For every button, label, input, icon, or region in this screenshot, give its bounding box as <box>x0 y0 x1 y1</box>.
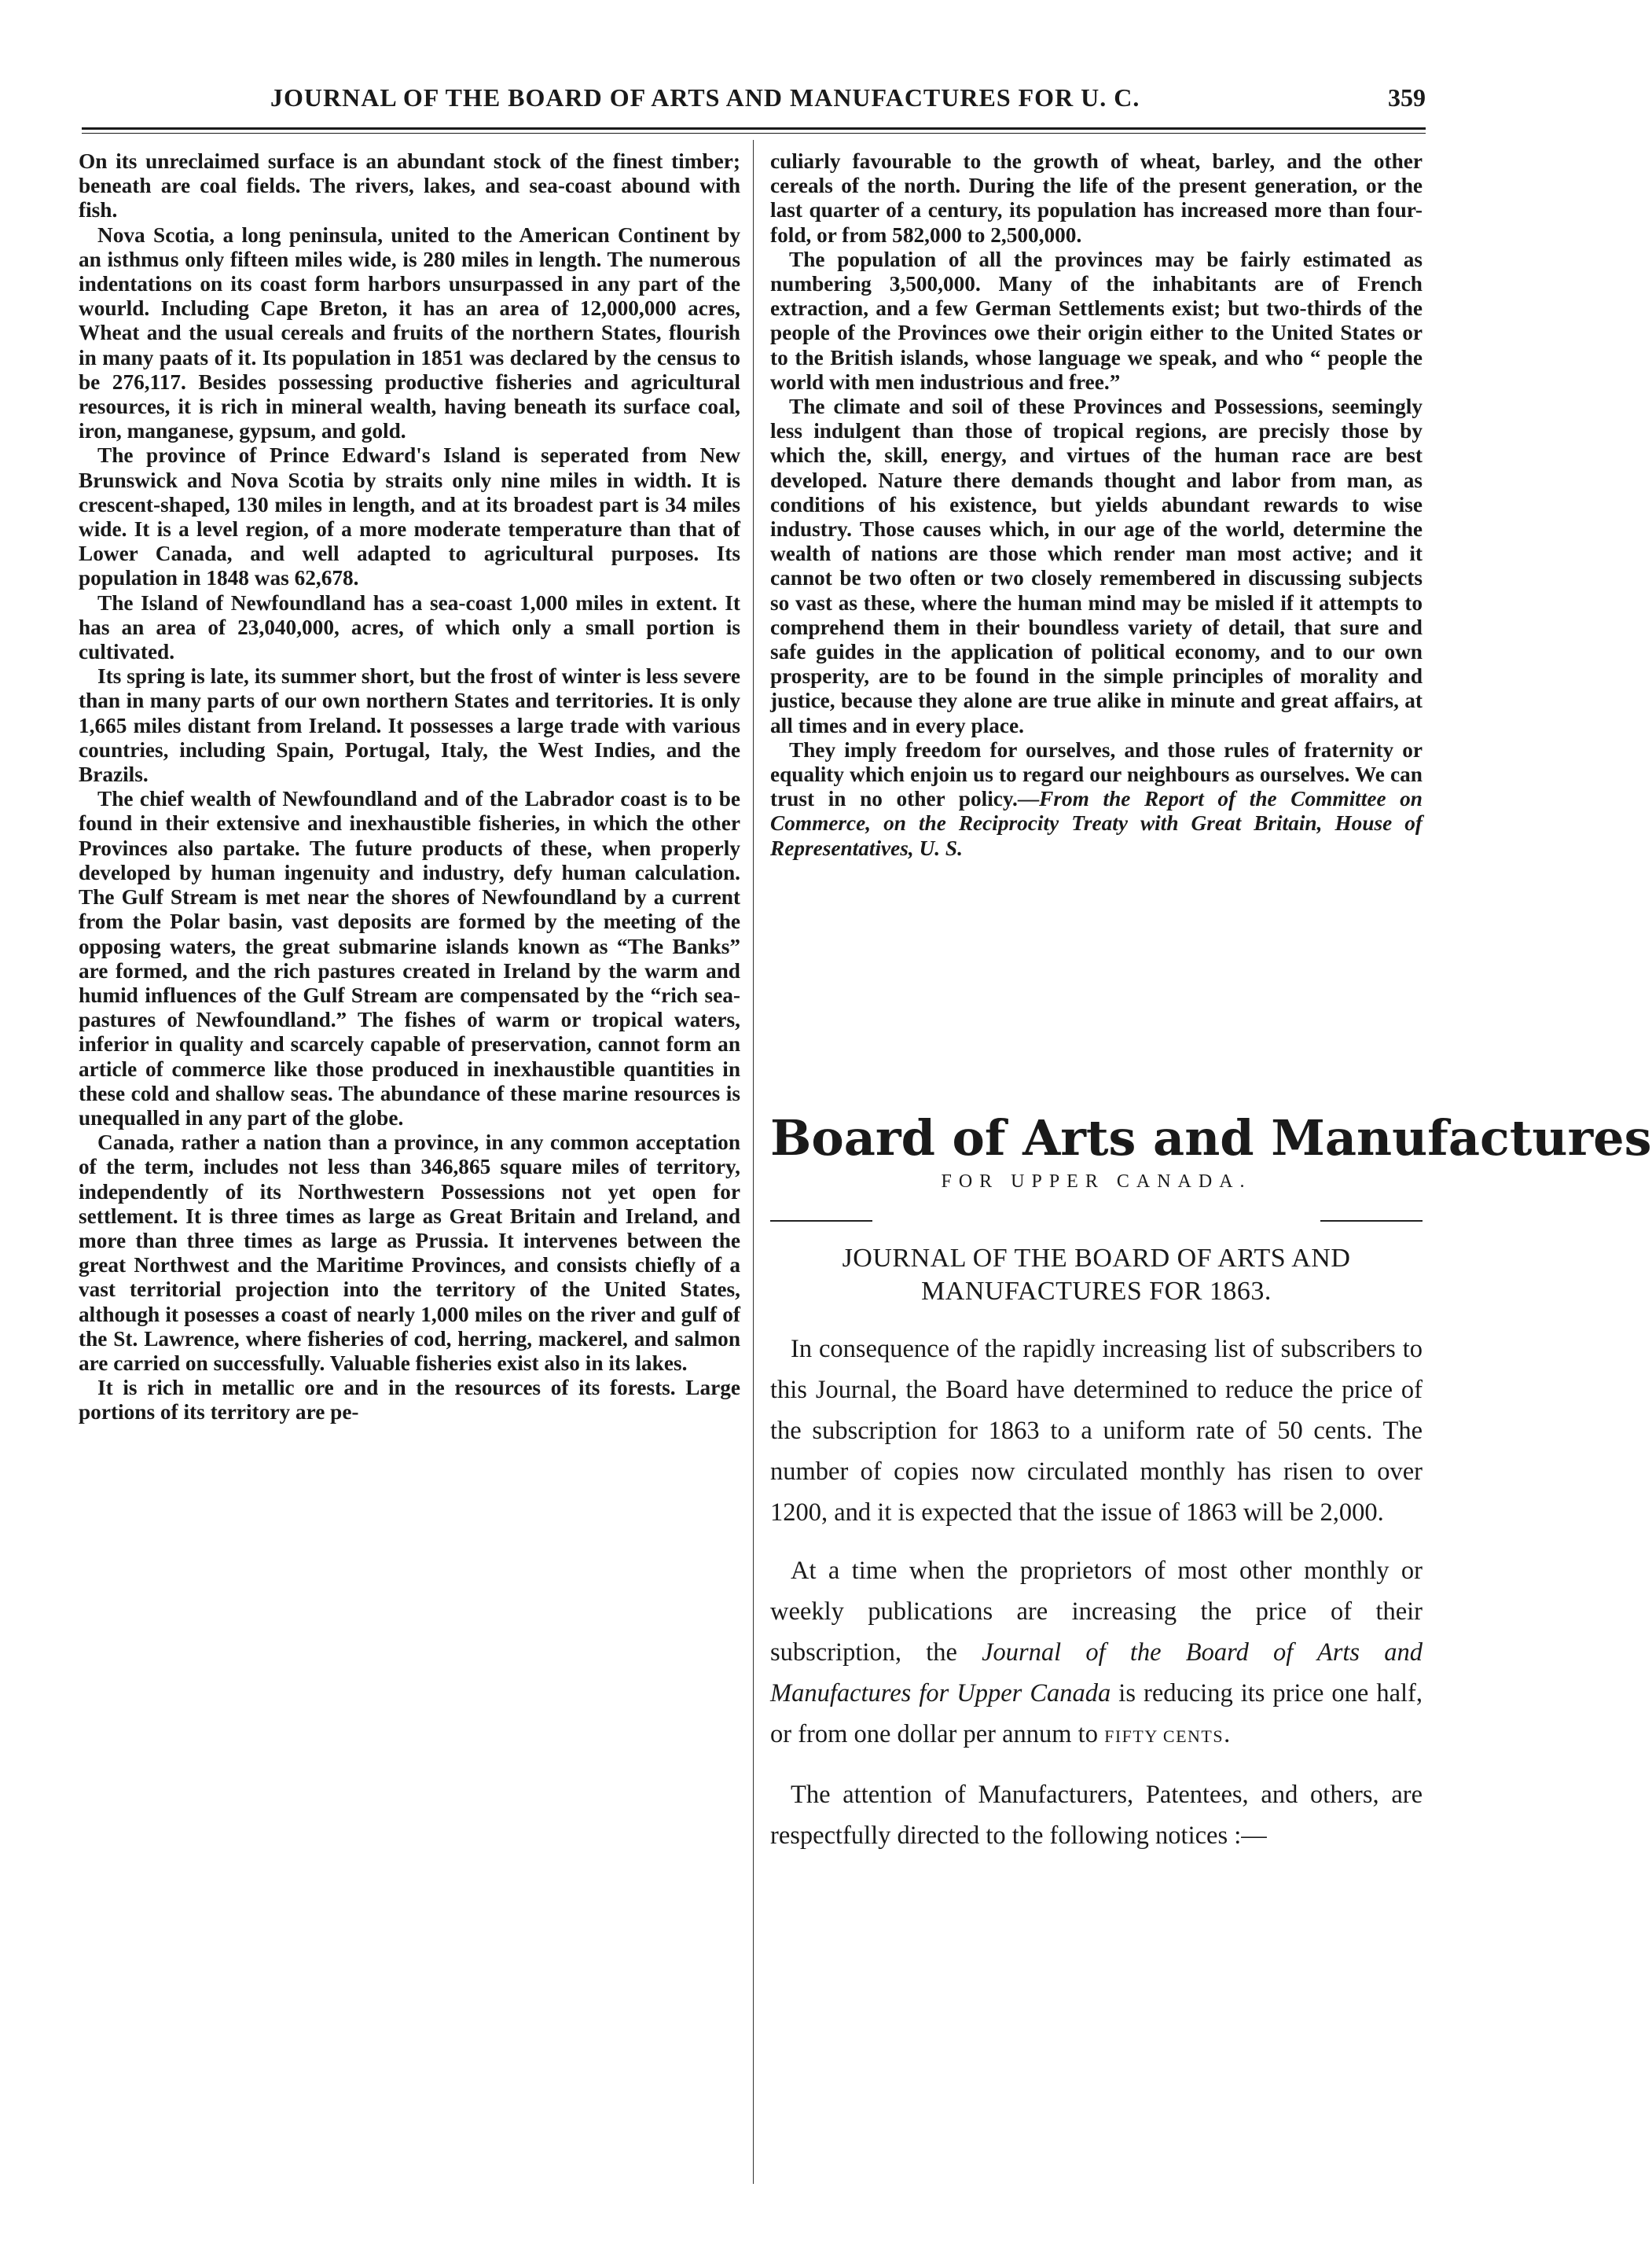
text-run: . <box>1224 1720 1231 1748</box>
paragraph: On its unreclaimed surface is an abundant stock of the finest timber; beneath are coal fields. The rivers, lakes, and sea-coast abound with fish. <box>79 149 740 222</box>
paragraph: The chief wealth of Newfoundland and of the Labrador coast is to be found in their extensive and inexhaustible fisheries, in which the other Provinces also partake. The future products of these, when properly developed by human ingenuity and industry, defy human calculation. The Gulf Stream is met near the shores of Newfoundland by a current from the Polar basin, vast deposits are formed by the meeting of the opposing waters, the great submarine islands known as “The Banks” are formed, and the rich pastures created in Ireland by the warm and humid influences of the Gulf Stream are compensated by the “rich sea-pastures of Newfoundland.” The fishes of warm or tropical waters, inferior in quality and scarcely capable of preservation, cannot form an article of commerce like those produced in inexhaustible quantities in these cold and shallow seas. The abundance of these marine resources is unequalled in any part of the globe. <box>79 787 740 1130</box>
article-paragraph: The attention of Manufacturers, Patentees, and others, are respectfully directed to the following notices :— <box>770 1781 1423 1850</box>
source-citation: From the Report of the Committee on Commerce, on the Reciprocity Treaty with Great Britain, House of Representatives, U. S. <box>770 787 1423 860</box>
running-title: JOURNAL OF THE BOARD OF ARTS AND MANUFACTURES FOR U. C. <box>270 83 1140 112</box>
paragraph: Nova Scotia, a long peninsula, united to the American Continent by an isthmus only fifteen miles wide, is 280 miles in length. The numerous indentations on its coast form harbors unsurpassed in any part of the wourld. Including Cape Breton, it has an area of 12,000,000 acres, Wheat and the usual cereals and fruits of the northern States, flourish in many paats of it. Its population in 1851 was declared by the census to be 276,117. Besides possessing productive fisheries and agricultural resources, it is rich in mineral wealth, having beneath its surface coal, iron, manganese, gypsum, and gold. <box>79 222 740 443</box>
paragraph: The population of all the provinces may be fairly estimated as numbering 3,500,000. Many of the inhabitants are of French extraction, and a few German Settlements exist; but two-thirds of the people of the Provinces owe their origin either to the United States or to the British islands, whose language we speak, and who “ people the world with men industrious and free.” <box>770 247 1423 394</box>
masthead-rule-right <box>1320 1220 1423 1222</box>
column-divider <box>753 140 754 2184</box>
price-small-caps: FIFTY CENTS <box>1104 1726 1224 1746</box>
paragraph: The climate and soil of these Provinces and Possessions, seemingly less indulgent than those of tropical regions, are precisly those by which the, skill, energy, and virtues of the human race are best developed. Nature there demands thought and labor from man, as conditions of his existence, but yields abundant rewards to wise industry. Those causes which, in our age of the world, determine the wealth of nations are those which render man most active; and it cannot be two often or two closely remembered in discussing subjects so vast as these, where the human mind may be misled if it attempts to comprehend them in their boundless variety of detail, that sure and safe guides in the application of political economy, and to our own prosperity, are to be found in the simple principles of morality and justice, because they alone are true alike in minute and great affairs, at all times and in every place. <box>770 395 1423 737</box>
page-number: 359 <box>1388 83 1426 112</box>
paragraph: culiarly favourable to the growth of wheat, barley, and the other cereals of the north. During the life of the present generation, or the last quarter of a century, its population has increased more than four-fold, or from 582,000 to 2,500,000. <box>770 149 1423 247</box>
headline-line-2: MANUFACTURES FOR 1863. <box>921 1277 1272 1306</box>
article-headline <box>770 1242 1423 1308</box>
paragraph: Canada, rather a nation than a province, in any common acceptation of the term, includes not less than 346,865 square miles of territory, independently of its Northwestern Possessions not yet open for settlement. It is three times as large as Great Britain and Ireland, and more than three times as large as Prussia. It intervenes between the great Northwest and the Maritime Provinces, and consists chiefly of a vast territorial projection into the territory of the United States, although it posesses a coast of nearly 1,000 miles on the river and gulf of the St. Lawrence, where fisheries of cod, herring, mackerel, and salmon are carried on successfully. Valuable fisheries exist also in its lakes. <box>79 1130 740 1375</box>
left-column <box>79 149 740 1425</box>
paragraph: The province of Prince Edward's Island is seperated from New Brunswick and Nova Scotia by straits only nine miles in width. It is crescent-shaped, 130 miles in length, and at its broadest part is 34 miles wide. It is a level region, of a more moderate temperature than that of Lower Canada, and well adapted to agricultural purposes. Its population in 1848 was 62,678. <box>79 443 740 590</box>
text-run: At a time when the proprietors of most other monthly or weekly publications are increasing the price of their subscription, the <box>770 1557 1423 1667</box>
paragraph: It is rich in metallic ore and in the resources of its forests. Large portions of its territory are pe- <box>79 1376 740 1424</box>
journal-title-italic: Journal of the Board of Arts and Manufactures for Upper Canada <box>770 1638 1423 1707</box>
masthead <box>770 1108 1652 1193</box>
paragraph-text: They imply freedom for ourselves, and those rules of fraternity or equality which enjoin us to regard our neighbours as ourselves. We can trust in no other policy.— <box>770 737 1423 811</box>
header-rule <box>82 127 1426 134</box>
right-column <box>770 149 1423 861</box>
article-body <box>770 1329 1423 1873</box>
paragraph-with-citation <box>770 738 1423 861</box>
article-paragraph <box>770 1550 1423 1757</box>
masthead-title: Board of Arts and Manufactures <box>770 1109 1652 1167</box>
article-paragraph: In consequence of the rapidly increasing list of subscribers to this Journal, the Board have determined to reduce the price of the subscription for 1863 to a uniform rate of 50 cents. The number of copies now circulated monthly has risen to over 1200, and it is expected that the issue of 1863 will be 2,000. <box>770 1335 1423 1527</box>
paragraph: Its spring is late, its summer short, but the frost of winter is less severe than in many parts of our own northern States and territories. It is only 1,665 miles distant from Ireland. It possesses a large trade with various countries, including Spain, Portugal, Italy, the West Indies, and the Brazils. <box>79 664 740 787</box>
text-run: is reducing its price one half, or from one dollar per annum to <box>770 1679 1423 1748</box>
paragraph: The Island of Newfoundland has a sea-coast 1,000 miles in extent. It has an area of 23,040,000, acres, of which only a small portion is cultivated. <box>79 590 740 664</box>
headline-line-1: JOURNAL OF THE BOARD OF ARTS AND <box>842 1244 1351 1273</box>
masthead-subtitle: FOR UPPER CANADA. <box>941 1171 1252 1192</box>
masthead-rule-left <box>770 1220 872 1222</box>
page-header <box>82 79 1426 126</box>
